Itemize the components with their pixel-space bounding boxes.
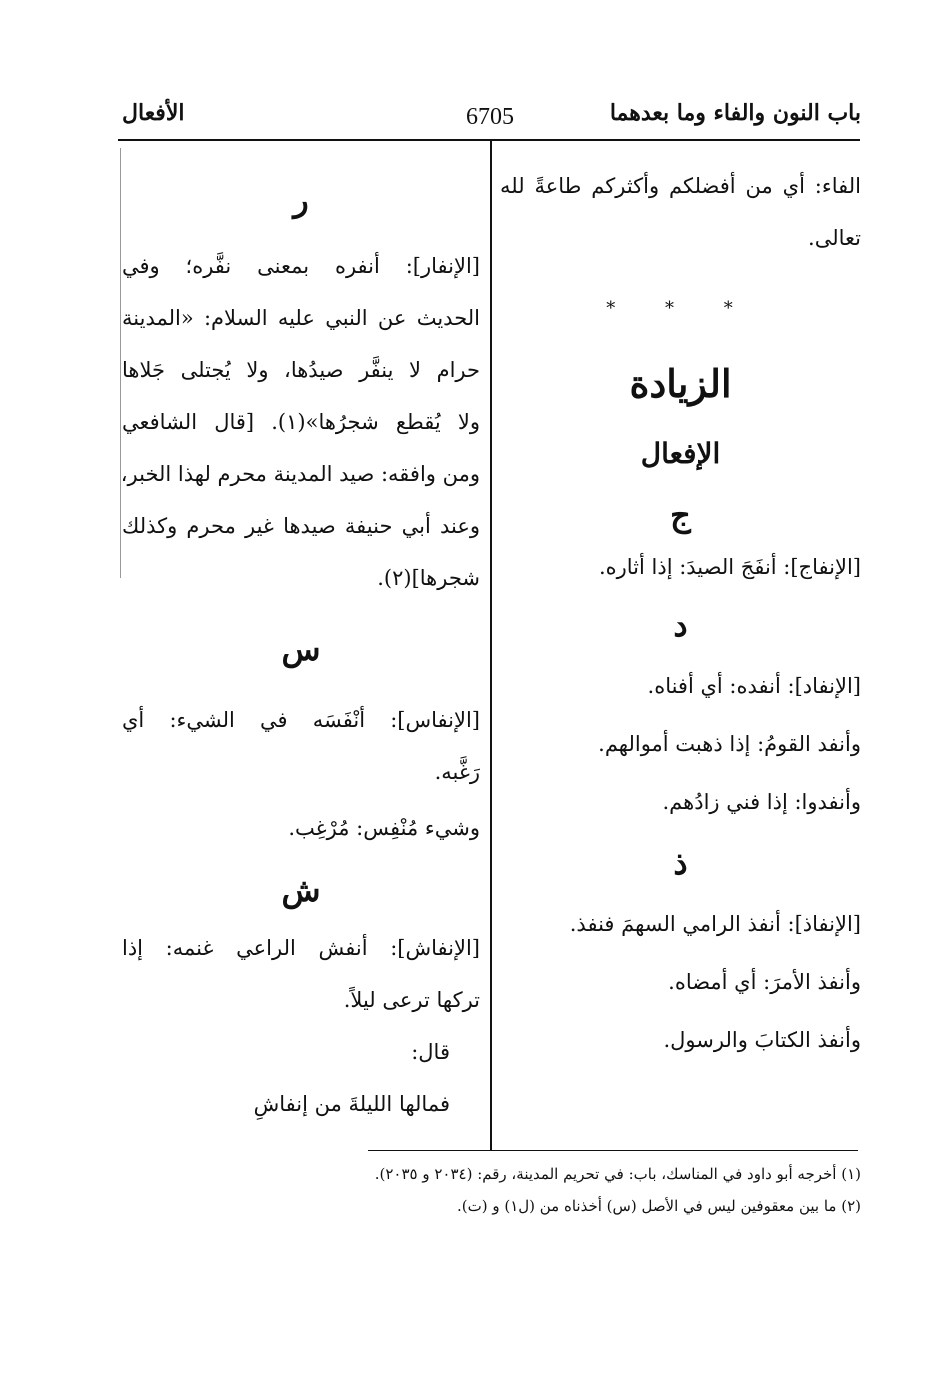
- verse-line: فمالها الليلةَ من إنفاشِ: [253, 1092, 450, 1116]
- running-head-right: باب النون والفاء وما بعدهما: [609, 100, 861, 126]
- running-head-left: الأفعال: [122, 100, 185, 126]
- entry-line: [الإنفاج]: أنفَجَ الصيدَ: إذا أثاره.: [598, 555, 861, 579]
- entry-line: [الإنفاذ]: أنفذ الرامي السهمَ فنفذ.: [569, 912, 861, 936]
- letter-heading-ra: ر: [293, 181, 309, 219]
- entry-line: تركها ترعى ليلاً.: [343, 988, 480, 1012]
- entry-line: [الإنفاش]: أنفش الراعي غنمه: إذا: [122, 936, 480, 960]
- left-margin-line: [120, 148, 121, 578]
- page-number: 6705: [466, 104, 514, 130]
- entry-line: ولا يُقطع شجرُها»(١). [قال الشافعي: [122, 410, 480, 434]
- entry-line: وعند أبي حنيفة صيدها غير محرم وكذلك: [122, 514, 480, 538]
- column-divider: [490, 141, 492, 1151]
- entry-line: شجرها](٢).: [377, 566, 480, 590]
- entry-line: [الإنفار]: أنفره بمعنى نفَّره؛ وفي: [122, 254, 480, 278]
- letter-heading-dhal: ذ: [673, 844, 688, 882]
- letter-heading-sin: س: [281, 630, 321, 668]
- entry-line: حرام لا ينفَّر صيدُها، ولا يُجتلى جَلاها: [122, 358, 480, 382]
- entry-line: وشيء مُنْفِس: مُرْغِب.: [288, 816, 480, 840]
- footnote-rule: [368, 1150, 858, 1151]
- section-separator-stars: * * *: [606, 298, 755, 319]
- letter-heading-jim: ج: [670, 496, 691, 534]
- right-column: [500, 160, 861, 1069]
- section-title: الزيادة: [629, 361, 732, 406]
- entry-line: رَغَّبه.: [434, 760, 480, 784]
- entry-line: وأنفذ الكتابَ والرسول.: [663, 1028, 861, 1052]
- header-rule: [118, 139, 860, 141]
- letter-heading-shin: ش: [281, 871, 321, 909]
- left-column: [122, 160, 480, 1130]
- footnote-1: (١) أخرجه أبو داود في المناسك، باب: في تحريم المدينة، رقم: (٢٠٣٤ و ٢٠٣٥).: [374, 1165, 861, 1183]
- entry-line: ومن وافقه: صيد المدينة محرم لهذا الخبر،: [120, 462, 480, 486]
- letter-heading-dal: د: [673, 606, 688, 644]
- entry-line: وأنفد القومُ: إذا ذهبت أموالهم.: [598, 732, 861, 756]
- entry-line: [الإنفاد]: أنفده: أي أفناه.: [647, 674, 861, 698]
- text-line: الفاء: أي من أفضلكم وأكثركم طاعةً لله: [500, 174, 861, 198]
- text-line: تعالى.: [808, 226, 861, 250]
- footnote-2: (٢) ما بين معقوفين ليس في الأصل (س) أخذناه من (ل١) و (ت).: [456, 1197, 861, 1215]
- entry-line: الحديث عن النبي عليه السلام: «المدينة: [122, 306, 480, 330]
- entry-line: وأنفدوا: إذا فني زادُهم.: [662, 790, 861, 814]
- entry-line: [الإنفاس]: أنْفَسَه في الشيء: أي: [122, 708, 480, 732]
- entry-line: وأنفذ الأمرَ: أي أمضاه.: [668, 970, 861, 994]
- subsection-title: الإفعال: [640, 437, 721, 470]
- entry-line: قال:: [411, 1040, 450, 1064]
